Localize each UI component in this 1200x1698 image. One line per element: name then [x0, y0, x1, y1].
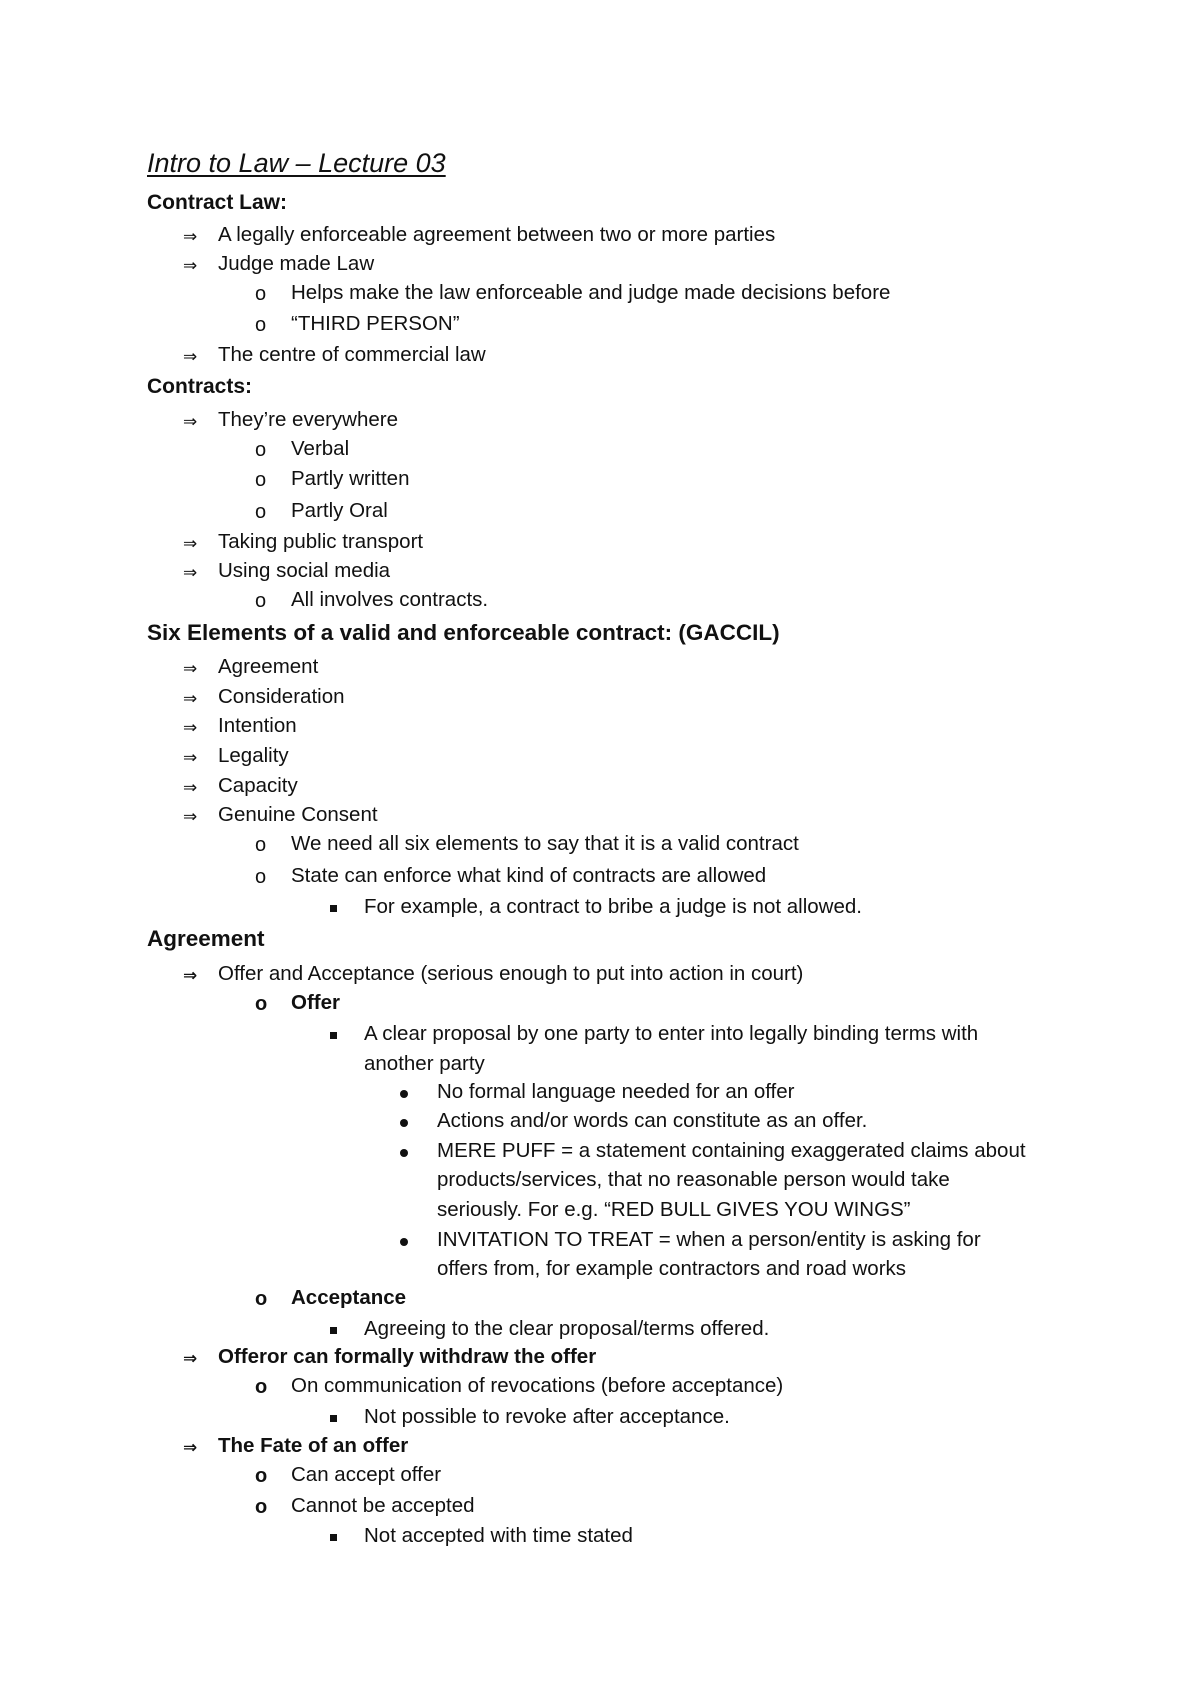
circle-bullet-icon: o — [255, 590, 267, 612]
list-item: Offeror can formally withdraw the offer — [218, 1345, 597, 1368]
dot-bullet-icon — [400, 1081, 408, 1105]
circle-bullet-icon: o — [255, 993, 268, 1015]
arrow-bullet-icon: ⇒ — [183, 534, 198, 553]
square-bullet-icon — [330, 1525, 337, 1549]
arrow-bullet-icon: ⇒ — [183, 807, 198, 826]
list-item: Actions and/or words can constitute as an offer. — [437, 1109, 868, 1132]
list-item: The Fate of an offer — [218, 1434, 409, 1457]
list-item: Consideration — [218, 685, 345, 708]
list-item: The centre of commercial law — [218, 343, 486, 366]
list-item: “THIRD PERSON” — [291, 312, 460, 335]
list-item: They’re everywhere — [218, 408, 399, 431]
list-item: Genuine Consent — [218, 803, 378, 826]
dot-bullet-icon — [400, 1140, 408, 1164]
circle-bullet-icon: o — [255, 314, 267, 336]
arrow-bullet-icon: ⇒ — [183, 748, 198, 767]
list-item: Partly written — [291, 467, 410, 490]
list-item: Capacity — [218, 774, 298, 797]
circle-bullet-icon: o — [255, 1376, 268, 1398]
list-item: Not accepted with time stated — [364, 1524, 633, 1547]
list-item: Agreement — [218, 655, 319, 678]
arrow-bullet-icon: ⇒ — [183, 563, 198, 582]
list-item: Helps make the law enforceable and judge made decisions before — [291, 281, 891, 304]
arrow-bullet-icon: ⇒ — [183, 1438, 198, 1457]
section-heading-contract-law: Contract Law: — [147, 191, 288, 214]
dot-bullet-icon — [400, 1229, 408, 1253]
list-item: On communication of revocations (before acceptance) — [291, 1374, 784, 1397]
list-item: offers from, for example contractors and road works — [437, 1257, 907, 1280]
list-item: Cannot be accepted — [291, 1494, 475, 1517]
list-item: Acceptance — [291, 1286, 407, 1309]
arrow-bullet-icon: ⇒ — [183, 966, 198, 985]
page-title: Intro to Law – Lecture 03 — [147, 148, 446, 178]
list-item: Legality — [218, 744, 289, 767]
circle-bullet-icon: o — [255, 834, 267, 856]
list-item: Verbal — [291, 437, 350, 460]
square-bullet-icon — [330, 896, 337, 920]
list-item: MERE PUFF = a statement containing exaggerated claims about — [437, 1139, 1026, 1162]
circle-bullet-icon: o — [255, 501, 267, 523]
circle-bullet-icon: o — [255, 1288, 268, 1310]
arrow-bullet-icon: ⇒ — [183, 227, 198, 246]
list-item: Offer — [291, 991, 340, 1014]
list-item: products/services, that no reasonable person would take — [437, 1168, 950, 1191]
list-item: Taking public transport — [218, 530, 424, 553]
arrow-bullet-icon: ⇒ — [183, 256, 198, 275]
dot-bullet-icon — [400, 1110, 408, 1134]
list-item: Can accept offer — [291, 1463, 442, 1486]
arrow-bullet-icon: ⇒ — [183, 718, 198, 737]
list-item: INVITATION TO TREAT = when a person/entity is asking for — [437, 1228, 981, 1251]
arrow-bullet-icon: ⇒ — [183, 412, 198, 431]
circle-bullet-icon: o — [255, 469, 267, 491]
circle-bullet-icon: o — [255, 439, 267, 461]
arrow-bullet-icon: ⇒ — [183, 659, 198, 678]
list-item: State can enforce what kind of contracts are allowed — [291, 864, 767, 887]
list-item: Intention — [218, 714, 297, 737]
section-heading-contracts: Contracts: — [147, 375, 253, 398]
square-bullet-icon — [330, 1023, 337, 1047]
arrow-bullet-icon: ⇒ — [183, 689, 198, 708]
list-item: another party — [364, 1052, 485, 1075]
circle-bullet-icon: o — [255, 283, 267, 305]
circle-bullet-icon: o — [255, 1496, 268, 1518]
square-bullet-icon — [330, 1406, 337, 1430]
arrow-bullet-icon: ⇒ — [183, 1349, 198, 1368]
list-item: For example, a contract to bribe a judge is not allowed. — [364, 895, 862, 918]
circle-bullet-icon: o — [255, 1465, 268, 1487]
list-item: Judge made Law — [218, 252, 375, 275]
square-bullet-icon — [330, 1318, 337, 1342]
list-item: Offer and Acceptance (serious enough to put into action in court) — [218, 962, 804, 985]
arrow-bullet-icon: ⇒ — [183, 778, 198, 797]
list-item: seriously. For e.g. “RED BULL GIVES YOU WINGS” — [437, 1198, 911, 1221]
list-item: All involves contracts. — [291, 588, 489, 611]
list-item: We need all six elements to say that it is a valid contract — [291, 832, 799, 855]
circle-bullet-icon: o — [255, 866, 267, 888]
list-item: A legally enforceable agreement between two or more parties — [218, 223, 776, 246]
list-item: Agreeing to the clear proposal/terms offered. — [364, 1317, 770, 1340]
list-item: Not possible to revoke after acceptance. — [364, 1405, 730, 1428]
list-item: No formal language needed for an offer — [437, 1080, 795, 1103]
list-item: Partly Oral — [291, 499, 388, 522]
section-heading-agreement: Agreement — [147, 926, 265, 951]
section-heading-six-elements: Six Elements of a valid and enforceable contract: (GACCIL) — [147, 620, 780, 645]
list-item: A clear proposal by one party to enter into legally binding terms with — [364, 1022, 979, 1045]
list-item: Using social media — [218, 559, 391, 582]
arrow-bullet-icon: ⇒ — [183, 347, 198, 366]
